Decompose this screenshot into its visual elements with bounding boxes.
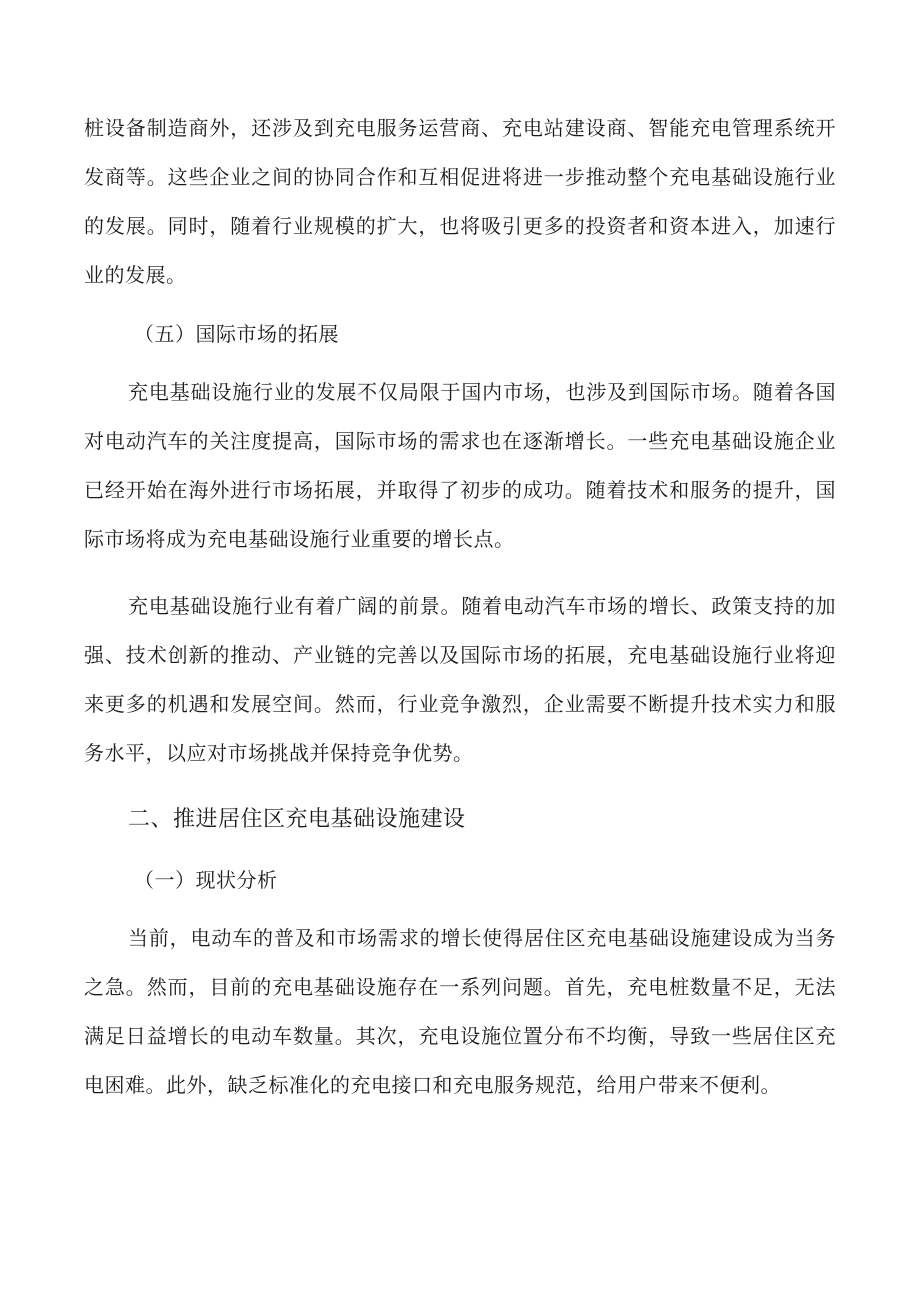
paragraph-international-market: 充电基础设施行业的发展不仅局限于国内市场，也涉及到国际市场。随着各国对电动汽车的关注度提高，国际市场的需求也在逐渐增长。一些充电基础设施企业已经开始在海外进行市场拓展，并取得了初步的成功。随着技术和服务的提升，国际市场将成为充电基础设施行业重要的增长点。 — [84, 380, 836, 551]
paragraph-industry-outlook: 充电基础设施行业有着广阔的前景。随着电动汽车市场的增长、政策支持的加强、技术创新的推动、产业链的完善以及国际市场的拓展，充电基础设施行业将迎来更多的机遇和发展空间。然而，行业竞争激烈，企业需要不断提升技术实力和服务水平，以应对市场挑战并保持竞争优势。 — [84, 594, 836, 765]
paragraph-status-analysis: 当前，电动车的普及和市场需求的增长使得居住区充电基础设施建设成为当务之急。然而，目前的充电基础设施存在一系列问题。首先，充电桩数量不足，无法满足日益增长的电动车数量。其次，充电设施位置分布不均衡，导致一些居住区充电困难。此外，缺乏标准化的充电接口和充电服务规范，给用户带来不便利。 — [84, 926, 836, 1097]
paragraph-industry-chain: 桩设备制造商外，还涉及到充电服务运营商、充电站建设商、智能充电管理系统开发商等。这些企业之间的协同合作和互相促进将进一步推动整个充电基础设施行业的发展。同时，随着行业规模的扩大，也将吸引更多的投资者和资本进入，加速行业的发展。 — [84, 116, 836, 287]
section-heading-residential-charging: 二、推进居住区充电基础设施建设 — [128, 807, 466, 832]
subheading-status-analysis: （一）现状分析 — [134, 868, 278, 892]
subheading-international-market: （五）国际市场的拓展 — [134, 322, 339, 346]
